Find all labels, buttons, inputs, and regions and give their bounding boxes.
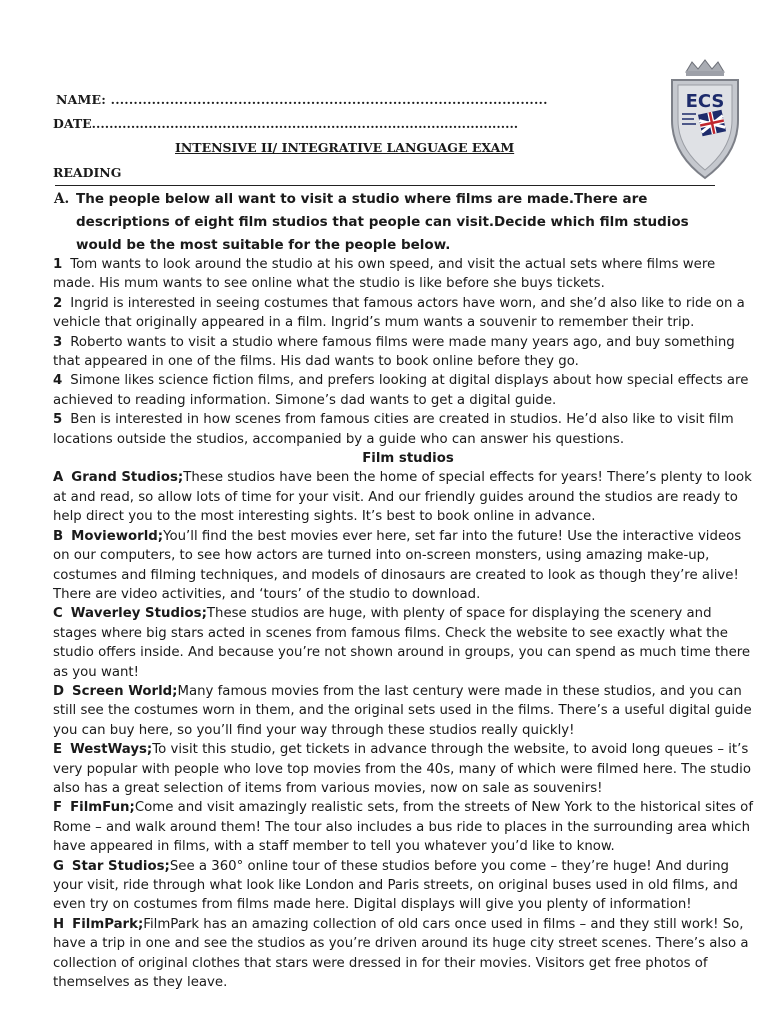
studio-item <box>53 604 753 682</box>
section-letter: A. <box>54 191 70 207</box>
studio-item <box>53 798 753 856</box>
header-divider <box>55 185 715 186</box>
person-number: 5 <box>53 412 63 428</box>
section-title: READING <box>53 165 122 180</box>
person-item <box>53 371 753 410</box>
person-number: 4 <box>53 373 63 389</box>
studio-name: Waverley Studios; <box>70 606 207 622</box>
studio-letter: G <box>53 858 64 874</box>
studio-text: Many famous movies from the last century were made in these studios, and you can still see the costumes worn in them, and the original sets used in the films. There’s a useful digital guide you can buy here, so you’ll find your way through these studios really quickly! <box>53 683 752 738</box>
person-text: Simone likes science fiction films, and prefers looking at digital displays about how special effects are achieved to reading information. Simone’s dad wants to get a digital guide. <box>53 373 749 408</box>
name-line: NAME: ................................................................................................ <box>56 92 548 107</box>
person-number: 1 <box>53 257 63 272</box>
studio-letter: C <box>53 606 63 622</box>
person-number: 3 <box>53 334 63 350</box>
instructions-text: The people below all want to visit a studio where films are made.There are descriptions of eight film studios that people can visit.Decide which film studios would be the most suitable for the people below. <box>76 191 689 253</box>
studio-text: See a 360° online tour of these studios before you come – they’re huge! And during your visit, ride through what look like London and Paris streets, on original buses used in old films, and even try on costumes from films made here. Digital displays will give you plenty of information! <box>53 858 738 913</box>
studio-letter: E <box>53 742 63 758</box>
person-item <box>53 294 753 333</box>
studio-name: Screen World; <box>72 683 178 699</box>
studio-name: Movieworld; <box>71 528 164 544</box>
studio-name: FilmFun; <box>70 800 135 816</box>
studio-item <box>53 468 753 526</box>
section-a-instructions <box>54 188 734 257</box>
studio-text: These studios have been the home of special effects for years! There’s plenty to look at and read, so allow lots of time for your visit. And our friendly guides around the studios are ready to help direct you to the most interesting sights. It’s best to book online in advance. <box>53 470 752 525</box>
person-item <box>53 410 753 449</box>
studio-item <box>53 682 753 740</box>
person-item <box>53 255 753 294</box>
school-crest-logo <box>664 58 746 182</box>
studio-letter: B <box>53 528 64 544</box>
studio-item <box>53 527 753 605</box>
studio-name: FilmPark; <box>72 916 144 932</box>
person-text: Ben is interested in how scenes from famous cities are created in studios. He’d also like to visit film locations outside the studios, accompanied by a guide who can answer his questions. <box>53 412 734 447</box>
studio-text: To visit this studio, get tickets in advance through the website, to avoid long queues – it’s very popular with people who love top movies from the 40s, many of which were filmed here. The studio also has a great selection of items from various movies, now on sale as souvenirs! <box>53 742 751 796</box>
studio-letter: A <box>53 470 64 486</box>
reading-body <box>53 255 753 992</box>
crest-monogram: ECS <box>685 91 725 112</box>
studio-name: Grand Studios; <box>71 470 184 486</box>
studio-letter: H <box>53 916 65 932</box>
person-text: Roberto wants to visit a studio where famous films were made many years ago, and buy something that appeared in one of the films. His dad wants to book online before they go. <box>53 334 735 370</box>
studio-item <box>53 857 753 915</box>
exam-title: INTENSIVE II/ INTEGRATIVE LANGUAGE EXAM <box>175 140 515 155</box>
studio-text: You’ll find the best movies ever here, set far into the future! Use the interactive videos on our computers, to see how actors are turned into on-screen monsters, using amazing make-up, costumes and filming techniques, and models of dinosaurs are created to look as though they’re alive! There are video activities, and ‘tours’ of the studio to download. <box>53 528 742 602</box>
studio-letter: F <box>53 800 63 816</box>
studio-item <box>53 915 753 993</box>
date-line: DATE.................................................................................................. <box>53 116 519 131</box>
studio-item <box>53 740 753 798</box>
studio-text: Come and visit amazingly realistic sets, from the streets of New York to the historical sites of Rome – and walk around them! The tour also includes a bus ride to places in the surrounding area which have appeared in films, with a staff member to tell you whatever you’d like to know. <box>53 800 753 855</box>
studio-letter: D <box>53 683 65 699</box>
studio-text: These studios are huge, with plenty of space for displaying the scenery and stages where big stars acted in scenes from famous films. Check the website to see exactly what the studio offers inside. And because you’re not shown around in groups, you can spend as much time there as you want! <box>53 606 751 680</box>
person-text: Tom wants to look around the studio at his own speed, and visit the actual sets where films were made. His mum wants to see online what the studio is like before she buys tickets. <box>53 257 716 292</box>
studios-heading: Film studios <box>362 451 454 467</box>
person-item <box>53 333 753 372</box>
studio-name: WestWays; <box>70 742 153 758</box>
studio-name: Star Studios; <box>71 858 170 874</box>
person-number: 2 <box>53 295 63 311</box>
person-text: Ingrid is interested in seeing costumes that famous actors have worn, and she’d also like to ride on a vehicle that originally appeared in a film. Ingrid’s mum wants a souvenir to remember their trip. <box>53 295 745 331</box>
studio-text: FilmPark has an amazing collection of old cars once used in films – and they still work! So, have a trip in one and see the studios as you’re driven around its huge city street scenes. There’s also a collection of original clothes that stars were dressed in for their movies. Visitors get free photos of themselves as they leave. <box>53 916 749 991</box>
